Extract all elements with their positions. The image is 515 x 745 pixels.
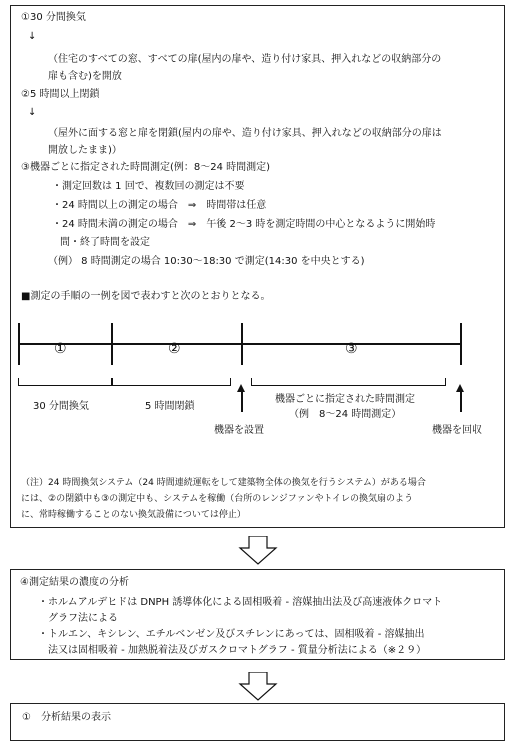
step1-note-line2: 扉も含む)を開放 (48, 71, 122, 82)
step1-arrow: ↓ (28, 31, 37, 42)
step1-note-line1: （住宅のすべての窓、すべての扉(屋内の扉や、造り付け家具、押入れなどの収納部分の (48, 54, 442, 65)
step3-bullet-4: 間・終了時間を設定 (60, 237, 150, 248)
segment-3-desc-b: （例 8～24 時間測定） (289, 409, 402, 420)
down-block-arrow-icon (238, 672, 278, 702)
step4-bullet2-line2: 法又は固相吸着 - 加熱脱着法及びガスクロマトグラフ - 質量分析法による（※２９） (48, 645, 427, 656)
segment-1-label: ① (54, 341, 67, 357)
step4-bullet2-line1: ・トルエン、キシレン、エチルベンゼン及びスチレンにあっては、固相吸着 - 溶媒抽出 (38, 629, 425, 640)
tick-2 (241, 323, 243, 365)
step2-note-line2: 開放したまま)） (48, 145, 122, 156)
bracket-3 (251, 378, 446, 386)
step2-arrow: ↓ (28, 107, 37, 118)
tick-end (460, 323, 462, 365)
down-block-arrow-icon (238, 536, 278, 566)
step3-bullet-1: ・測定回数は 1 回で、複数回の測定は不要 (52, 181, 245, 192)
segment-3-desc-a: 機器ごとに指定された時間測定 (275, 394, 415, 405)
step4-bullet1-line1: ・ホルムアルデヒドは DNPH 誘導体化による固相吸着 - 溶媒抽出法及び高速液体クロマト (38, 597, 443, 608)
collect-arrow-shaft (460, 390, 462, 412)
step4-title: ④測定結果の濃度の分析 (20, 577, 129, 588)
install-label: 機器を設置 (214, 425, 264, 436)
segment-1-desc: 30 分間換気 (33, 401, 89, 412)
step2-title: ②5 時間以上閉鎖 (21, 89, 100, 100)
bracket-2 (111, 378, 231, 386)
tick-start (18, 323, 20, 365)
install-arrow-icon (237, 384, 245, 392)
footnote-line1: （注）24 時間換気システム（24 時間連続運転をして建築物全体の換気を行うシステム）がある場合 (21, 478, 426, 488)
bracket-1 (18, 378, 113, 386)
diagram-heading: ■測定の手順の一例を図で表わすと次のとおりとなる。 (21, 291, 271, 302)
collect-arrow-icon (456, 384, 464, 392)
step3-title: ③機器ごとに指定された時間測定(例：8～24 時間測定) (21, 162, 271, 173)
collect-label: 機器を回収 (432, 425, 482, 436)
footnote-line3: に、常時稼働することのない換気設備については停止） (21, 510, 246, 520)
step5-title: ① 分析結果の表示 (22, 712, 111, 723)
segment-2-label: ② (168, 341, 181, 357)
segment-2-desc: 5 時間閉鎖 (145, 401, 195, 412)
tick-1 (111, 323, 113, 365)
step2-note-line1: （屋外に面する窓と扉を閉鎖(屋内の扉や、造り付け家具、押入れなどの収納部分の扉は (48, 128, 442, 139)
footnote-line2: には、②の閉鎖中も③の測定中も、システムを稼働（台所のレンジファンやトイレの換気扇のよう (21, 494, 413, 504)
step1-title: ①30 分間換気 (21, 12, 86, 23)
step4-bullet1-line2: グラフ法による (48, 613, 118, 624)
segment-3-label: ③ (345, 341, 358, 357)
install-arrow-shaft (241, 390, 243, 412)
step3-bullet-2: ・24 時間以上の測定の場合 ⇒ 時間帯は任意 (52, 200, 267, 211)
timeline-axis (18, 343, 461, 345)
step3-example: （例） 8 時間測定の場合 10:30～18:30 で測定(14:30 を中央とする) (48, 256, 365, 267)
step3-bullet-3: ・24 時間未満の測定の場合 ⇒ 午後 2～3 時を測定時間の中心となるように開始時 (52, 219, 436, 230)
